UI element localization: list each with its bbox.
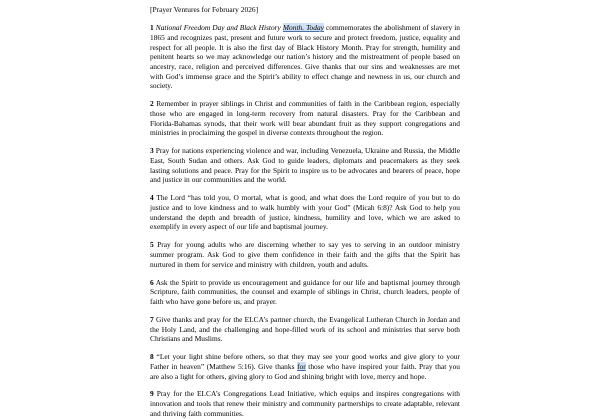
prayer-entry-7 [150,315,460,344]
entry-number: 4 [150,193,154,203]
entry-body-after: those who have inspired your faith. Pray that you are also a light for others, giving glory to God and shining bright with love, mercy and hope. [150,361,460,381]
prayer-entry-6 [150,278,460,307]
entry-number: 7 [150,314,154,324]
entry-body-before: “Let your light shine before others, so that they may see your good works and give glory to your Father in heaven” (Matthew 5:16). Give thanks [150,352,460,371]
prayer-entry-3 [150,146,460,185]
entry-body: Pray for nations experiencing violence and war, including Venezuela, Ukraine and Russia, the Middle East, South Sudan and others. Ask God to guide leaders, diplomats and peacemakers as they seek lasting solutions and peace. Pray for the Spirit to inspire us to be advocates and bearers of peace, hope and justice in our communities and the world. [150,146,460,185]
entry-number: 1 [150,23,154,33]
entry-body: Remember in prayer siblings in Christ and communities of faith in the Caribbean region, especially those who are engaged in long-term recovery from natural disasters. Pray for the Caribbean and Florida-Bahamas synods, that their work will bear abundant fruit as they support congregations and ministries in proclaiming the gospel in diverse contexts throughout the region. [150,99,460,138]
entry-number: 2 [150,99,154,109]
entry-body: The Lord “has told you, O mortal, what is good, and what does the Lord require of you but to do justice and to love kindness and to walk humbly with your God” (Micah 6:8)? Ask God to help you understand the depth and breadth of justice, kindness, humility and love, which we are asked to exemplify in every aspect of our life and baptismal journey. [150,193,460,232]
entry-body: commemorates the abolishment of slavery in 1865 and recognizes past, present and future work to secure and protect freedom, justice, equality and respect for all people. It is also the first day of Black History Month. Pray for strength, humility and penitent hearts so we may acknowledge our nation’s history and the mistreatment of people based on ancestry, race, religion and perceived differences. Give thanks that our sins and weaknesses are met with God’s immense grace and the Spirit’s ability to effect change and newness in us, our church and society. [150,23,460,91]
prayer-entry-1 [150,23,460,91]
page-title: [Prayer Ventures for February 2026] [150,5,259,14]
prayer-entry-2 [150,99,460,138]
entry-body: Pray for the ELCA’s Congregations Lead Initiative, which equips and inspires congregations with innovation and tools that renew their ministry and community partnerships to create adaptable, relevant and thriving faith communities. [150,389,460,418]
prayer-entry-8 [150,352,460,381]
entry-body: Pray for young adults who are discerning whether to say yes to serving in an outdoor ministry summer program. Ask God to give them confidence in their faith and the gifts that the Spirit has nurtured in them for service and ministry with children, youth and adults. [150,240,460,269]
entry-number: 8 [150,352,154,362]
entry-body: Ask the Spirit to provide us encouragement and guidance for our life and baptismal journey through Scripture, faith communities, the counsel and example of siblings in Christ, church leaders, people of faith who have gone before us, and prayer. [150,277,460,306]
prayer-entry-5 [150,240,460,269]
entry-number: 9 [150,389,154,399]
entry-inline-highlight[interactable]: for [297,361,306,371]
entry-number: 5 [150,240,154,250]
entry-number: 6 [150,277,154,287]
entry-link-highlight[interactable]: Month. Today [282,23,324,33]
prayer-entry-4 [150,193,460,232]
entry-lead-italic: National Freedom Day and Black History [155,23,283,33]
prayer-entry-9 [150,389,460,418]
entry-number: 3 [150,146,154,156]
entry-body: Give thanks and pray for the ELCA’s partner church, the Evangelical Lutheran Church in Jordan and the Holy Land, and the challenging and hope-filled work of its school and ministries that serve both Christians and Muslims. [150,314,460,344]
